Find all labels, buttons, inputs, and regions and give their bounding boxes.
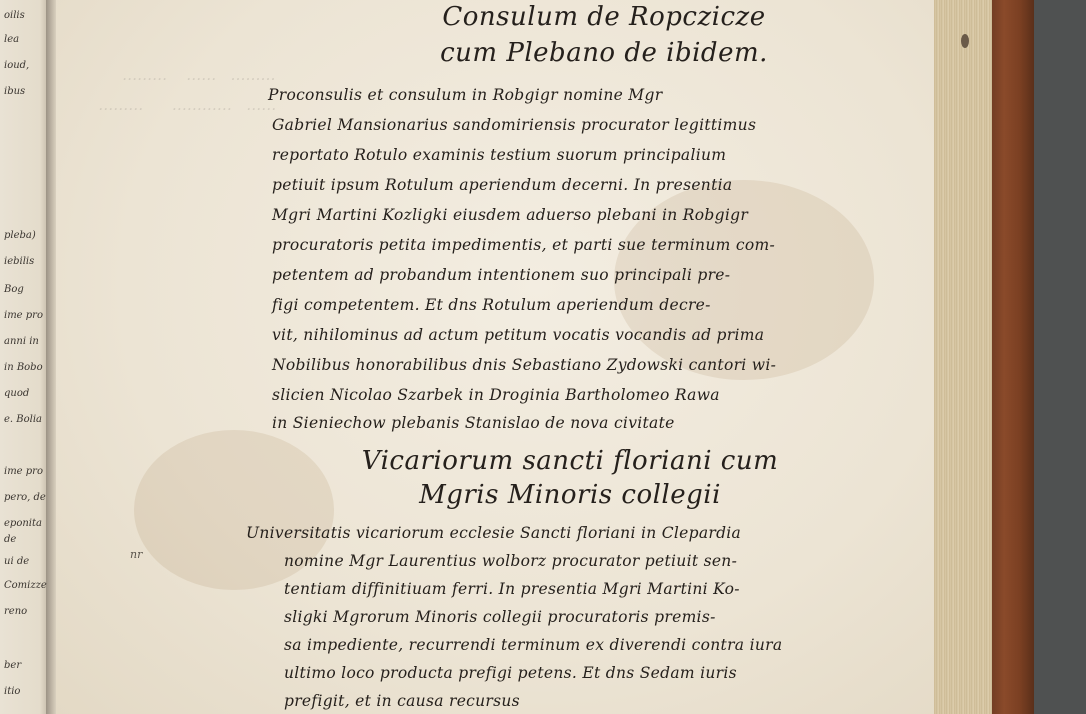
margin-fragment: Comizze	[4, 580, 47, 591]
text-line: sligki Mgrorum Minoris collegii procuratoris premis-	[284, 608, 716, 626]
margin-fragment: pleba)	[4, 230, 36, 241]
text-line: Proconsulis et consulum in Robgigr nomine Mgr	[268, 86, 663, 104]
margin-fragment: in Bobo	[4, 362, 43, 373]
margin-fragment: e. Bolia	[4, 414, 43, 425]
bleed-through-text: ……… …… ……… ……… ………… ……	[98, 66, 277, 114]
text-line: in Sieniechow plebanis Stanislao de nova civitate	[272, 414, 675, 432]
text-line: sa impediente, recurrendi terminum ex diverendi contra iura	[284, 636, 783, 654]
margin-fragment: reno	[4, 606, 28, 617]
heading-1-line: Consulum de Ropczicze	[442, 2, 766, 32]
heading-2	[350, 446, 790, 510]
text-line: slicien Nicolao Szarbek in Droginia Bartholomeo Rawa	[272, 386, 720, 404]
text-line: Mgri Martini Kozligki eiusdem aduerso plebani in Robgigr	[272, 206, 749, 224]
page-edges	[930, 0, 992, 714]
text-line: prefigit, et in causa recursus	[284, 692, 520, 710]
heading-2-line: Mgris Minoris collegii	[419, 480, 721, 510]
book-binding	[988, 0, 1034, 714]
text-line: reportato Rotulo examinis testium suorum principalium	[272, 146, 727, 164]
text-line: ultimo loco producta prefigi petens. Et dns Sedam iuris	[284, 664, 737, 682]
margin-fragment: ber	[4, 660, 22, 671]
text-line: figi competentem. Et dns Rotulum aperiendum decre-	[272, 296, 711, 314]
margin-fragment: ime pro	[4, 310, 43, 321]
text-line: vit, nihilominus ad actum petitum vocatis vocandis ad prima	[272, 326, 765, 344]
margin-fragment: ime pro	[4, 466, 43, 477]
text-line: petentem ad probandum intentionem suo principali pre-	[272, 266, 731, 284]
margin-fragment: eponita	[4, 518, 42, 529]
margin-fragment: anni in	[4, 336, 39, 347]
text-line: Universitatis vicariorum ecclesie Sancti floriani in Clepardia	[246, 524, 742, 542]
margin-fragment: lea	[4, 34, 20, 45]
margin-fragment: de	[4, 534, 17, 545]
heading-1-line: cum Plebano de ibidem.	[440, 38, 768, 68]
text-line: procuratoris petita impedimentis, et parti sue terminum com-	[272, 236, 775, 254]
text-line: nomine Mgr Laurentius wolborz procurator petiuit sen-	[284, 552, 738, 570]
scanner-backdrop	[1026, 0, 1086, 714]
heading-1	[374, 2, 834, 68]
heading-2-line: Vicariorum sancti floriani cum	[361, 446, 779, 476]
margin-fragment: ioud,	[4, 60, 30, 71]
margin-fragment: itio	[4, 686, 21, 697]
margin-fragment: Bog	[4, 284, 24, 295]
facing-page-margin-text	[0, 0, 46, 714]
margin-fragment: ibus	[4, 86, 26, 97]
margin-fragment: ui de	[4, 556, 30, 567]
text-line: tentiam diffinitiuam ferri. In presentia Mgri Martini Ko-	[284, 580, 740, 598]
ink-blot	[961, 34, 969, 48]
text-line: petiuit ipsum Rotulum aperiendum decerni. In presentia	[272, 176, 733, 194]
text-line: Nobilibus honorabilibus dnis Sebastiano Zydowski cantori wi-	[272, 356, 777, 374]
page-gutter	[46, 0, 56, 714]
margin-fragment: quod	[4, 388, 30, 399]
text-line: Gabriel Mansionarius sandomiriensis procurator legittimus	[272, 116, 757, 134]
margin-mark: nr	[130, 548, 143, 561]
margin-fragment: iebilis	[4, 256, 35, 267]
margin-fragment: pero, de	[4, 492, 46, 503]
margin-fragment: oilis	[4, 10, 25, 21]
